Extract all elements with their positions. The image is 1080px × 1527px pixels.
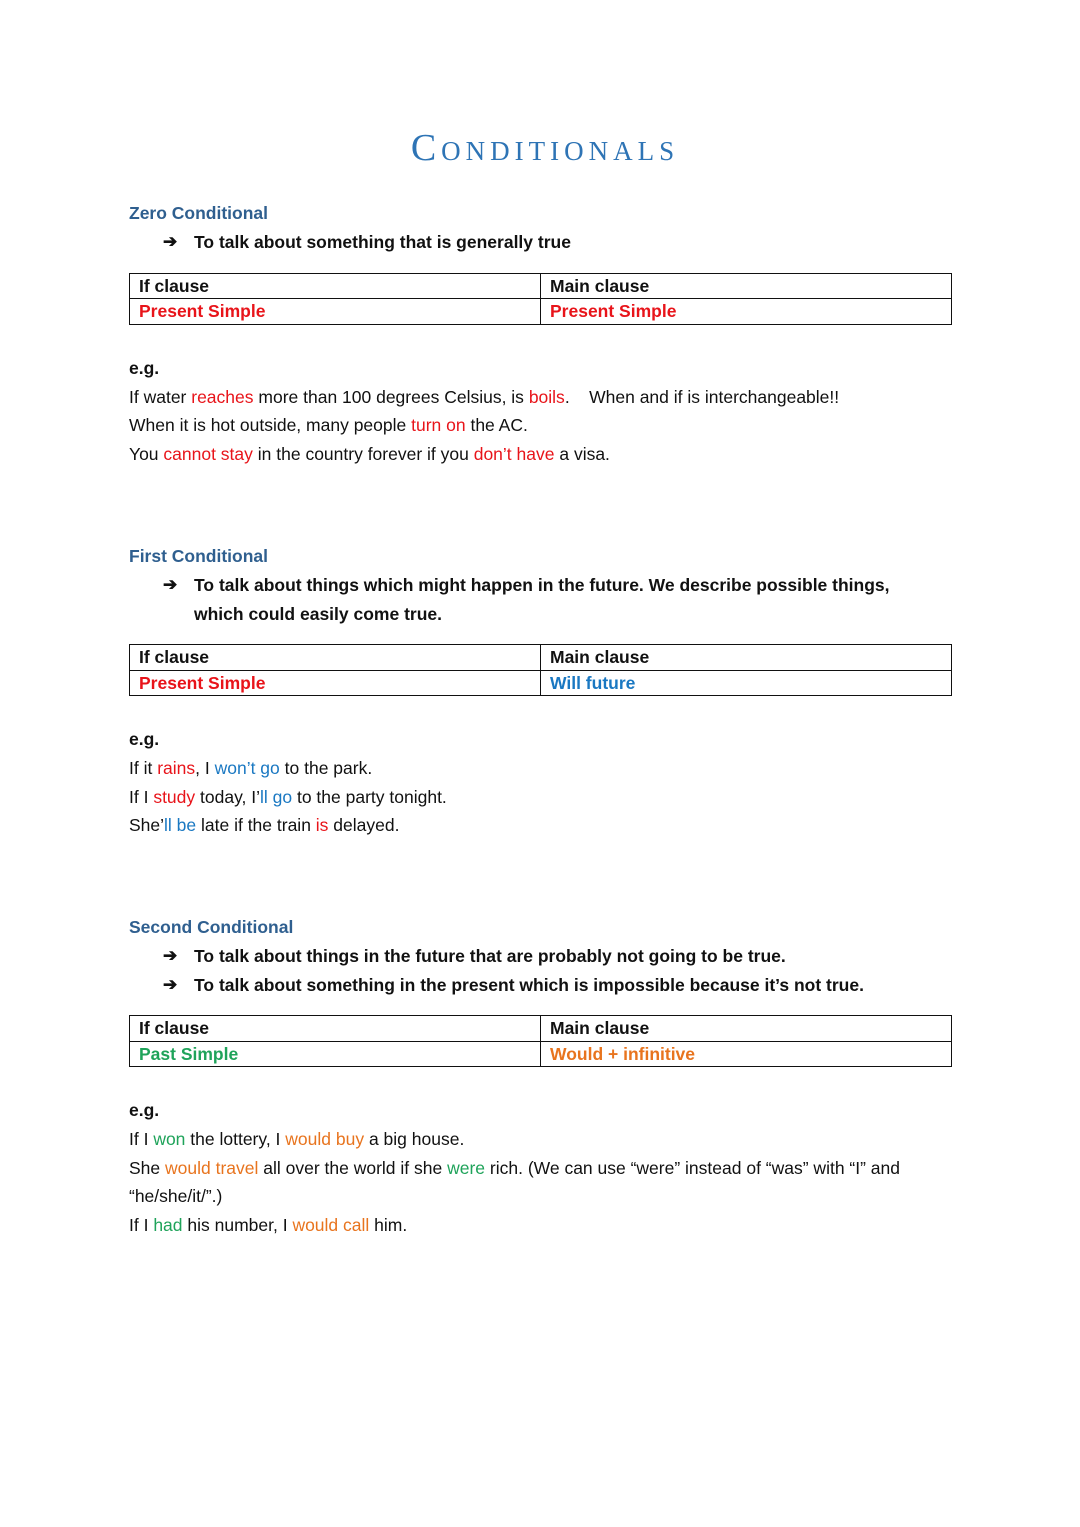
- highlighted-verb: won’t go: [214, 758, 280, 778]
- sentence-text: She: [129, 1157, 165, 1178]
- highlighted-verb: study: [153, 786, 196, 807]
- table-row: [130, 1041, 952, 1067]
- if-clause-tense: Present Simple: [130, 299, 541, 325]
- example-sentence: [129, 383, 939, 412]
- sentence-text: If water: [129, 386, 192, 407]
- main-clause-header: Main clause: [541, 645, 952, 671]
- main-clause-tense: Will future: [541, 670, 952, 696]
- page-title: Conditionals: [410, 127, 680, 169]
- highlighted-verb: ll be: [164, 815, 197, 836]
- bullet-point: [129, 942, 894, 971]
- highlighted-verb: won: [153, 1129, 186, 1149]
- highlighted-verb: ll go: [260, 786, 293, 807]
- clause-table: [129, 273, 952, 325]
- if-clause-header: If clause: [130, 273, 541, 299]
- example-sentence: [129, 440, 939, 469]
- sentence-text: , I: [195, 758, 215, 778]
- if-clause-tense: Present Simple: [130, 670, 541, 696]
- bullet-text: To talk about something that is generally true: [194, 232, 571, 252]
- sentence-text: the lottery, I: [185, 1129, 286, 1149]
- sentence-text: When it is hot outside, many people: [129, 415, 412, 436]
- arrow-right-icon: ➔: [163, 232, 178, 251]
- highlighted-verb: were: [447, 1157, 486, 1178]
- highlighted-verb: turn on: [411, 415, 466, 436]
- if-clause-tense: Past Simple: [130, 1041, 541, 1067]
- main-clause-tense: Present Simple: [541, 299, 952, 325]
- sentence-text: . When and if is interchangeable!!: [564, 386, 840, 407]
- table-row: [130, 670, 952, 696]
- if-clause-header: If clause: [130, 1016, 541, 1042]
- example-sentence: [129, 1154, 939, 1211]
- if-clause-header: If clause: [130, 645, 541, 671]
- main-clause-header: Main clause: [541, 273, 952, 299]
- highlighted-verb: rains: [157, 758, 196, 778]
- clause-table: [129, 1015, 952, 1067]
- sentence-text: late if the train: [196, 815, 316, 836]
- highlighted-verb: don’t have: [473, 443, 555, 464]
- highlighted-verb: would call: [292, 1215, 370, 1236]
- bullet-point: [129, 228, 894, 257]
- sentence-text: If I: [129, 1129, 154, 1149]
- arrow-right-icon: ➔: [163, 946, 178, 965]
- highlighted-verb: is: [315, 815, 329, 836]
- main-clause-header: Main clause: [541, 1016, 952, 1042]
- sentence-text: You: [129, 443, 164, 464]
- section-second-conditional: [129, 913, 959, 1240]
- sentence-text: She’: [129, 815, 165, 836]
- bullet-text: To talk about things in the future that are probably not going to be true.: [194, 946, 786, 966]
- sentence-text: a big house.: [364, 1129, 465, 1149]
- clause-table: [129, 644, 952, 696]
- sentence-text: to the park.: [279, 758, 373, 778]
- example-label: e.g.: [129, 357, 160, 378]
- sentence-text: the AC.: [465, 415, 528, 436]
- bullet-text: To talk about things which might happen in the future. We describe possible things, which could easily come true.: [194, 575, 890, 624]
- sentence-text: all over the world if she: [258, 1157, 448, 1178]
- example-label: e.g.: [129, 729, 160, 749]
- sentence-text: If I: [129, 1215, 154, 1236]
- arrow-right-icon: ➔: [163, 575, 178, 594]
- bullet-point: [129, 571, 894, 628]
- example-sentence: [129, 411, 939, 440]
- sentence-text: rich. (We can use “were” instead of “was” with “I” and “he/she/it/”.): [129, 1157, 905, 1207]
- sentence-text: If I: [129, 786, 154, 807]
- bullet-text: To talk about something in the present which is impossible because it’s not true.: [194, 974, 864, 995]
- example-sentence: [129, 754, 939, 783]
- highlighted-verb: had: [153, 1215, 183, 1236]
- table-header-row: [130, 273, 952, 299]
- example-sentence: [129, 1211, 939, 1240]
- arrow-right-icon: ➔: [163, 974, 178, 994]
- table-header-row: [130, 645, 952, 671]
- highlighted-verb: boils: [528, 386, 565, 407]
- highlighted-verb: would travel: [165, 1157, 259, 1178]
- sentence-text: to the party tonight.: [292, 786, 447, 807]
- example-sentence: [129, 783, 939, 812]
- sentence-text: him.: [369, 1215, 408, 1236]
- section-zero-conditional: [129, 199, 959, 469]
- table-row: [130, 299, 952, 325]
- section-heading: First Conditional: [129, 546, 269, 566]
- highlighted-verb: reaches: [191, 386, 254, 407]
- sentence-text: a visa.: [554, 443, 610, 464]
- example-sentence: [129, 811, 939, 840]
- example-label: e.g.: [129, 1100, 160, 1120]
- highlighted-verb: cannot stay: [163, 443, 253, 464]
- section-heading: Zero Conditional: [129, 203, 269, 223]
- sentence-text: delayed.: [328, 815, 400, 836]
- sentence-text: If it: [129, 758, 158, 778]
- table-header-row: [130, 1016, 952, 1042]
- sentence-text: in the country forever if you: [252, 443, 474, 464]
- main-clause-tense: Would + infinitive: [541, 1041, 952, 1067]
- section-first-conditional: [129, 542, 959, 840]
- highlighted-verb: would buy: [285, 1129, 365, 1149]
- example-sentence: [129, 1125, 939, 1154]
- bullet-point: [129, 971, 894, 1000]
- sentence-text: more than 100 degrees Celsius, is: [253, 386, 529, 407]
- sentence-text: his number, I: [182, 1215, 293, 1236]
- section-heading: Second Conditional: [129, 917, 294, 937]
- sentence-text: today, I’: [195, 786, 260, 807]
